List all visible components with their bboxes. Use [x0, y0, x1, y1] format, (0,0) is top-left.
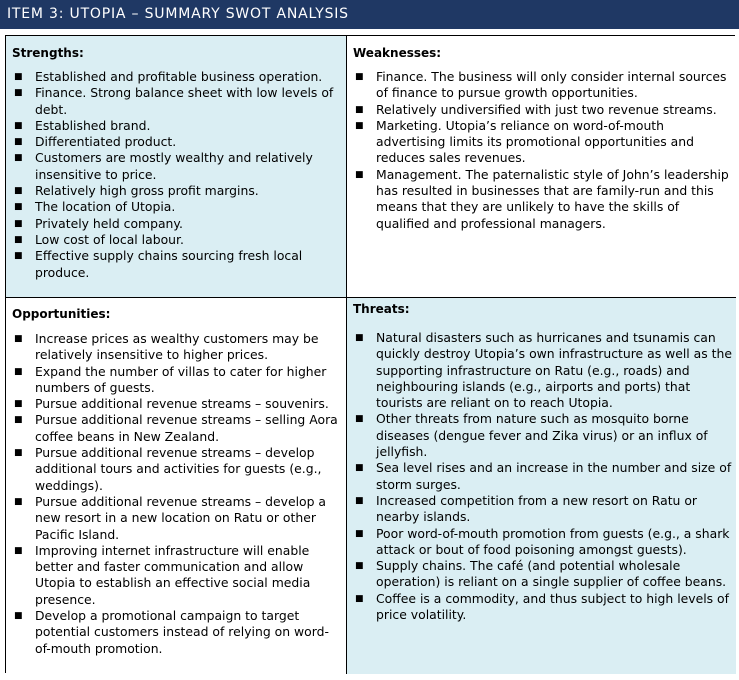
threats-cell: [347, 298, 736, 674]
list-item: ■ The location of Utopia.: [14, 199, 176, 215]
bullet-icon: ■: [14, 545, 23, 556]
bullet-icon: ■: [14, 496, 23, 507]
bullet-icon: ■: [355, 169, 364, 180]
opportunities-heading: Opportunities:: [12, 307, 111, 321]
bullet-icon: ■: [355, 593, 364, 604]
bullet-icon: ■: [355, 414, 364, 425]
list-item: ■ Established brand.: [14, 117, 151, 133]
list-item: ■ Other threats from nature such as mosquito borne diseases (dengue fever and Zika virus) or an influx of jellyfish.: [355, 411, 708, 460]
list-item: ■ Management. The paternalistic style of John’s leadership has resulted in businesses that are family-run and this means that they are unlikely to have the skills of qualified and professional managers.: [355, 166, 729, 231]
bullet-icon: ■: [14, 415, 23, 426]
swot-table: [5, 35, 735, 673]
list-item: ■ Pursue additional revenue streams – develop additional tours and activities for guests (e.g., weddings).: [14, 445, 322, 493]
list-item: ■ Improving internet infrastructure will enable better and faster communication and allow Utopia to establish an effective social media presence.: [14, 542, 311, 607]
list-item: ■ Marketing. Utopia’s reliance on word-of-mouth advertising limits its promotional opportunities and reduces sales revenues.: [355, 117, 694, 166]
bullet-icon: ■: [14, 186, 23, 197]
bullet-icon: ■: [14, 366, 23, 377]
list-item: ■ Pursue additional revenue streams – selling Aora coffee beans in New Zealand.: [14, 412, 338, 444]
bullet-icon: ■: [355, 495, 364, 506]
bullet-icon: ■: [355, 333, 364, 343]
bullet-icon: ■: [14, 153, 23, 164]
list-item: ■ Supply chains. The café (and potential wholesale operation) is reliant on a single supplier of coffee beans.: [355, 558, 727, 590]
weaknesses-list: [353, 69, 731, 232]
list-item: ■ Coffee is a commodity, and thus subject to high levels of price volatility.: [355, 590, 729, 623]
threats-heading: Threats:: [353, 302, 410, 316]
bullet-icon: ■: [14, 72, 23, 82]
list-item: ■ Develop a promotional campaign to target potential customers instead of relying on word-of-mouth promotion.: [14, 608, 329, 656]
threats-list: [353, 330, 733, 623]
strengths-cell: [6, 36, 347, 298]
bullet-icon: ■: [355, 104, 364, 115]
bullet-icon: ■: [14, 137, 23, 148]
list-item: ■ Relatively high gross profit margins.: [14, 183, 259, 199]
list-item: ■ Low cost of local labour.: [14, 231, 184, 247]
list-item: ■ Poor word-of-mouth promotion from guests (e.g., a shark attack or bout of food poisoning amongst guests).: [355, 525, 730, 557]
list-item: ■ Increase prices as wealthy customers may be relatively insensitive to higher prices.: [14, 331, 319, 363]
list-item: ■ Pursue additional revenue streams – souvenirs.: [14, 396, 329, 412]
bullet-icon: ■: [14, 202, 23, 213]
page-title: ITEM 3: UTOPIA – SUMMARY SWOT ANALYSIS: [0, 0, 739, 29]
list-item: ■ Finance. The business will only consider internal sources of finance to pursue growth opportunities.: [355, 69, 727, 101]
bullet-icon: ■: [14, 399, 23, 410]
bullet-icon: ■: [14, 448, 23, 459]
list-item: ■ Finance. Strong balance sheet with low levels of debt.: [14, 85, 334, 117]
list-item: ■ Customers are mostly wealthy and relatively insensitive to price.: [14, 150, 313, 182]
list-item: ■ Sea level rises and an increase in the number and size of storm surges.: [355, 460, 732, 492]
bullet-icon: ■: [355, 561, 364, 572]
bullet-icon: ■: [14, 611, 23, 622]
weaknesses-heading: Weaknesses:: [353, 46, 442, 60]
bullet-icon: ■: [14, 88, 23, 99]
bullet-icon: ■: [14, 234, 23, 245]
weaknesses-cell: [347, 36, 736, 298]
bullet-icon: ■: [355, 72, 364, 82]
list-item: ■ Expand the number of villas to cater for higher numbers of guests.: [14, 363, 327, 395]
bullet-icon: ■: [14, 120, 23, 131]
list-item: ■ Increased competition from a new resort on Ratu or nearby islands.: [355, 492, 698, 525]
bullet-icon: ■: [355, 528, 364, 539]
bullet-icon: ■: [14, 251, 23, 262]
opportunities-cell: [6, 298, 347, 674]
list-item: ■ Relatively undiversified with just two revenue streams.: [355, 101, 717, 117]
strengths-heading: Strengths:: [12, 46, 84, 60]
list-item: ■ Effective supply chains sourcing fresh local produce.: [14, 248, 303, 280]
list-item: ■ Privately held company.: [14, 215, 183, 231]
bullet-icon: ■: [14, 218, 23, 229]
list-item: ■ Established and profitable business operation.: [14, 69, 323, 84]
bullet-icon: ■: [14, 334, 23, 344]
opportunities-list: [12, 331, 344, 657]
list-item: ■ Differentiated product.: [14, 134, 177, 150]
strengths-list: [12, 69, 340, 281]
bullet-icon: ■: [355, 120, 364, 131]
bullet-icon: ■: [355, 463, 364, 474]
list-item: ■ Natural disasters such as hurricanes and tsunamis can quickly destroy Utopia’s own infrastructure as well as the supporting infrastructure on Ratu (e.g., roads) and neighbouring islands (e.g., airports and ports) that tourists are reliant on to reach Utopia.: [355, 330, 732, 411]
list-item: ■ Pursue additional revenue streams – develop a new resort in a new location on Ratu or other Pacific Island.: [14, 493, 327, 542]
